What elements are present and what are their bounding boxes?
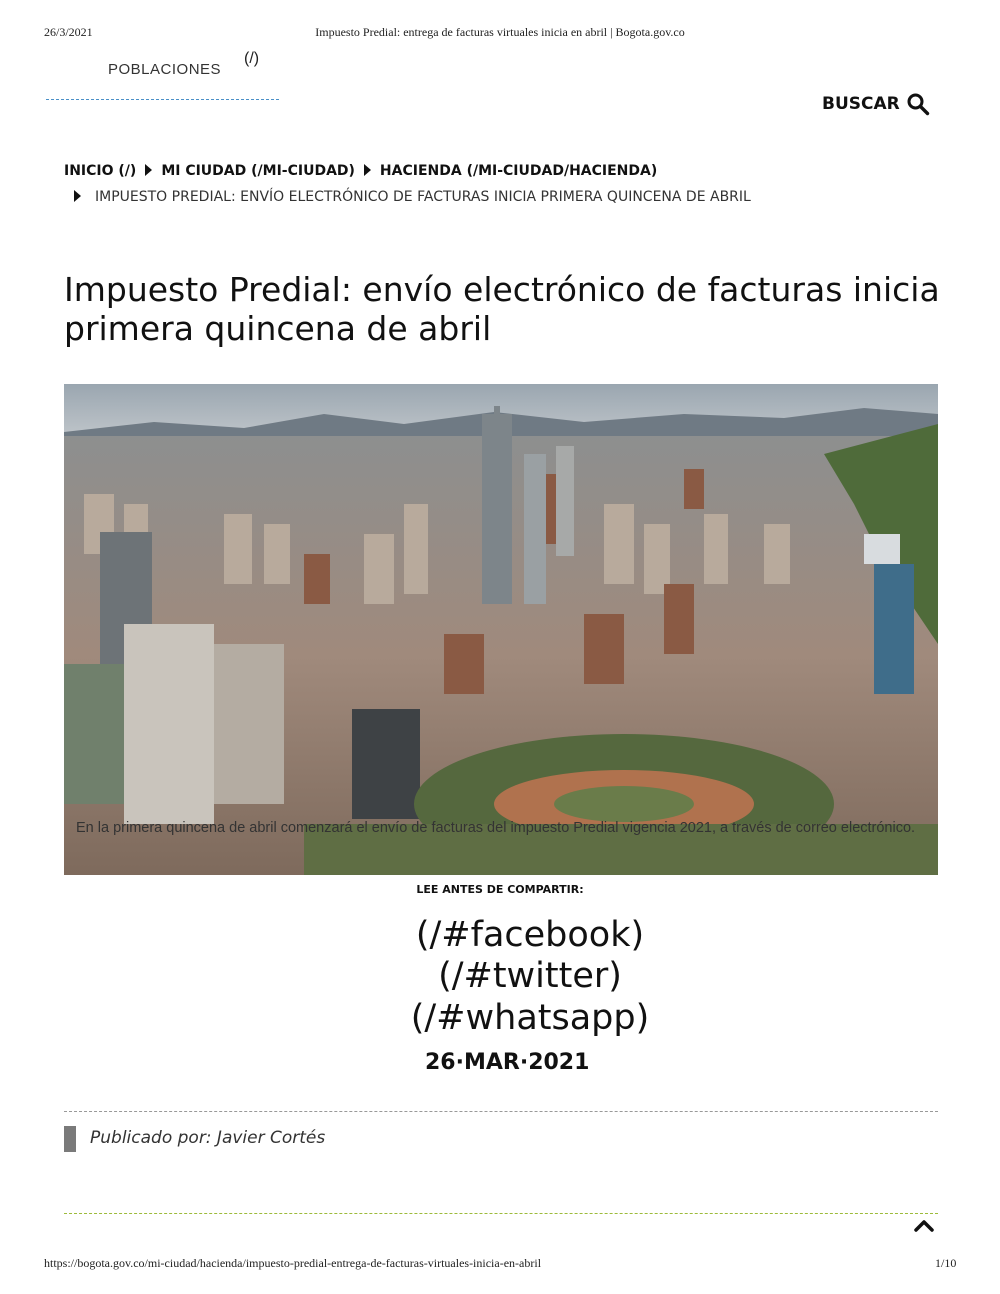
share-facebook-link[interactable]: (/#facebook) <box>415 915 645 955</box>
print-page-title: Impuesto Predial: entrega de facturas virtuales inicia en abril | Bogota.gov.co <box>315 25 685 39</box>
nav-poblaciones[interactable]: POBLACIONES <box>108 61 222 78</box>
article-photo <box>64 384 938 875</box>
search-label: BUSCAR <box>822 94 900 114</box>
breadcrumb-hacienda[interactable]: HACIENDA (/MI-CIUDAD/HACIENDA) <box>379 163 658 179</box>
chevron-right-icon <box>364 164 371 176</box>
breadcrumb-inicio[interactable]: INICIO (/) <box>64 163 137 179</box>
footer-divider <box>64 1213 938 1214</box>
divider <box>64 1111 938 1112</box>
published-by: Publicado por: Javier Cortés <box>90 1128 326 1148</box>
print-date: 26/3/2021 <box>44 25 93 39</box>
breadcrumb-current-label: IMPUESTO PREDIAL: ENVÍO ELECTRÓNICO DE FACTURAS INICIA PRIMERA QUINCENA DE ABRIL <box>95 189 751 205</box>
share-twitter-link[interactable]: (/#twitter) <box>438 956 622 996</box>
breadcrumb <box>64 163 657 179</box>
print-footer-url: https://bogota.gov.co/mi-ciudad/hacienda/impuesto-predial-entrega-de-facturas-virtuales-inicia-en-abril <box>44 1256 542 1270</box>
image-caption: En la primera quincena de abril comenzará el envío de facturas del impuesto Predial vigencia 2021, a través de correo electrónico. <box>76 820 916 836</box>
nav-home-link[interactable]: (/) <box>244 50 260 67</box>
breadcrumb-current <box>74 189 751 205</box>
chevron-up-icon <box>914 1218 934 1232</box>
search-button[interactable] <box>822 92 930 116</box>
scroll-to-top-button[interactable] <box>914 1218 934 1237</box>
share-whatsapp-link[interactable]: (/#whatsapp) <box>410 998 650 1038</box>
chevron-right-icon <box>74 190 81 202</box>
chevron-right-icon <box>145 164 152 176</box>
breadcrumb-mi-ciudad[interactable]: MI CIUDAD (/MI-CIUDAD) <box>161 163 355 179</box>
city-skyline-image <box>64 384 938 875</box>
article-date: 26·MAR·2021 <box>425 1050 590 1075</box>
author-marker <box>64 1126 76 1152</box>
print-page-number: 1/10 <box>935 1256 957 1270</box>
search-icon <box>906 92 930 116</box>
page-title: Impuesto Predial: envío electrónico de facturas inicia primera quincena de abril <box>64 270 940 348</box>
nav-divider <box>46 99 279 100</box>
share-heading: LEE ANTES DE COMPARTIR: <box>416 883 584 896</box>
